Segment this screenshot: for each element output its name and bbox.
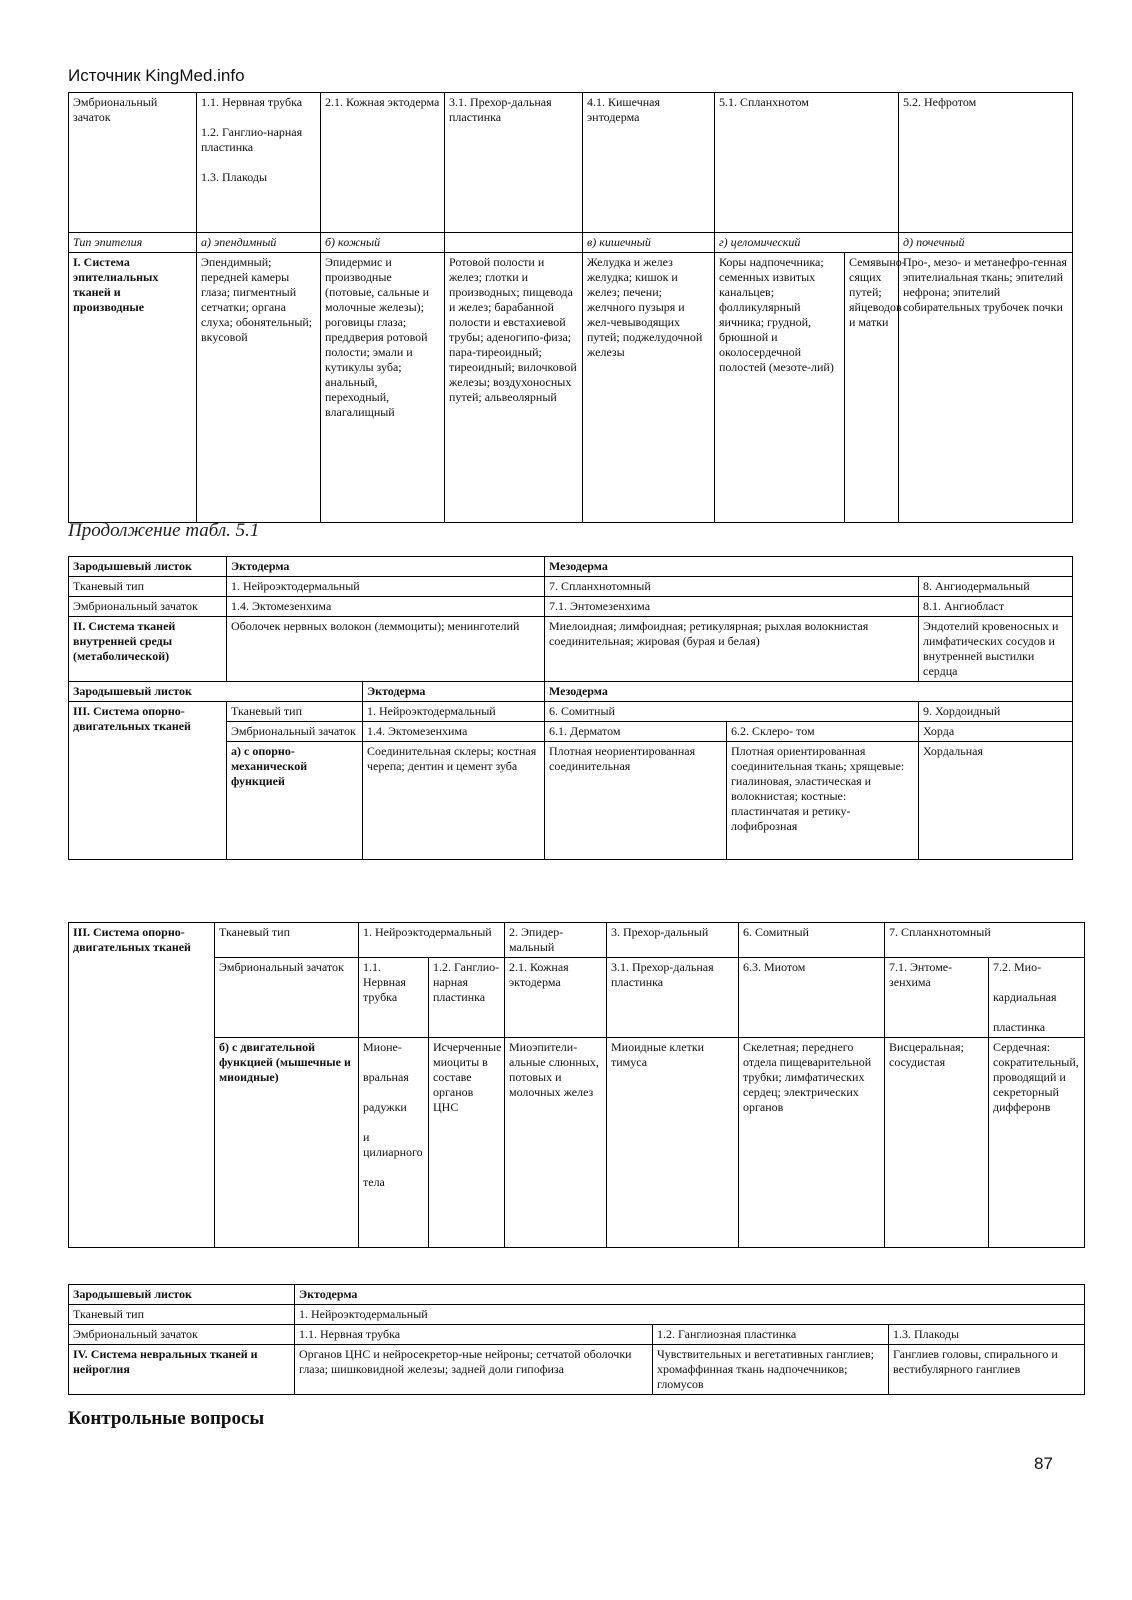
row-label: Эмбриональный зачаток bbox=[69, 93, 197, 233]
cell-tip: 7. Спланхнотомный bbox=[545, 577, 919, 597]
cell-zachatok: 2.1. Кожная эктодерма bbox=[321, 93, 445, 233]
row-label: Зародышевый листок bbox=[69, 682, 363, 702]
row-label: Эмбриональный зачаток bbox=[227, 722, 363, 742]
cell-content: Скелетная; переднего отдела пищеварительной трубки; лимфатических сердец; электрических органов bbox=[739, 1038, 885, 1248]
cell-content: Плотная неориентированная соединительная bbox=[545, 742, 727, 860]
cell-zachatok: 1.1. Нервная трубка bbox=[295, 1325, 653, 1345]
cell-content: Эндотелий кровеносных и лимфатических сосудов и внутренней выстилки сердца bbox=[919, 617, 1073, 682]
cell-tip: 1. Нейроэктодермальный bbox=[363, 702, 545, 722]
cell-tip bbox=[445, 233, 583, 253]
cell-tip: 6. Сомитный bbox=[545, 702, 919, 722]
page-number: 87 bbox=[1034, 1454, 1053, 1473]
cell-content: Хордальная bbox=[919, 742, 1073, 860]
cell-content: Оболочек нервных волокон (леммоциты); менинготелий bbox=[227, 617, 545, 682]
cell-zachatok: 6.1. Дерматом bbox=[545, 722, 727, 742]
system-label: II. Система тканей внутренней среды (метаболической) bbox=[69, 617, 227, 682]
row-label: Тканевый тип bbox=[69, 1305, 295, 1325]
cell-tip: 8. Ангиодермальный bbox=[919, 577, 1073, 597]
cell-content: Миоидные клетки тимуса bbox=[607, 1038, 739, 1248]
system-label: I. Система эпителиальных тканей и производные bbox=[69, 253, 197, 523]
cell-content: Соединительная склеры; костная черепа; дентин и цемент зуба bbox=[363, 742, 545, 860]
cell-zachatok: Хорда bbox=[919, 722, 1073, 742]
cell-tip: 9. Хордоидный bbox=[919, 702, 1073, 722]
table-neural bbox=[68, 1284, 1085, 1395]
cell-zachatok: 8.1. Ангиобласт bbox=[919, 597, 1073, 617]
row-label: б) с двигательной функцией (мышечные и миоидные) bbox=[215, 1038, 359, 1248]
cell-tip: 2. Эпидер-мальный bbox=[505, 923, 607, 958]
cell-zachatok: 7.1. Энтоме-зенхима bbox=[885, 958, 989, 1038]
cell-content: Плотная ориентированная соединительная ткань; хрящевые: гиалиновая, эластическая и волокнистая; костные: пластинчатая и ретику-лофиброзная bbox=[727, 742, 919, 860]
cell-layer: Мезодерма bbox=[545, 557, 1073, 577]
row-label: Эмбриональный зачаток bbox=[215, 958, 359, 1038]
cell-zachatok: 3.1. Прехор-дальная пластинка bbox=[607, 958, 739, 1038]
table-epithelial bbox=[68, 92, 1073, 523]
cell-layer: Мезодерма bbox=[545, 682, 1073, 702]
cell-tip: 3. Прехор-дальный bbox=[607, 923, 739, 958]
cell-zachatok: 1.3. Плакоды bbox=[889, 1325, 1085, 1345]
cell-content: Органов ЦНС и нейросекретор-ные нейроны; сетчатой оболочки глаза; шишковидной железы; задней доли гипофиза bbox=[295, 1345, 653, 1395]
cell-zachatok: 1.1. Нервная трубка bbox=[359, 958, 429, 1038]
table-muscle bbox=[68, 922, 1085, 1248]
cell-zachatok: 1.1. Нервная трубка 1.2. Ганглио-нарная пластинка 1.3. Плакоды bbox=[197, 93, 321, 233]
cell-zachatok: 4.1. Кишечная энтодерма bbox=[583, 93, 715, 233]
row-label: Эмбриональный зачаток bbox=[69, 597, 227, 617]
cell-tip: 1. Нейроэктодермальный bbox=[359, 923, 505, 958]
cell-zachatok: 6.3. Миотом bbox=[739, 958, 885, 1038]
cell-tip: г) целомический bbox=[715, 233, 899, 253]
cell-tip: д) почечный bbox=[899, 233, 1073, 253]
row-label: Тканевый тип bbox=[215, 923, 359, 958]
row-label: Тип эпителия bbox=[69, 233, 197, 253]
cell-tip: 1. Нейроэктодермальный bbox=[227, 577, 545, 597]
row-label: Тканевый тип bbox=[227, 702, 363, 722]
cell-tip: а) эпендимный bbox=[197, 233, 321, 253]
cell-zachatok: 3.1. Прехор-дальная пластинка bbox=[445, 93, 583, 233]
row-label: а) с опорно-механической функцией bbox=[227, 742, 363, 860]
row-label: Эмбриональный зачаток bbox=[69, 1325, 295, 1345]
cell-zachatok: 7.2. Мио- кардиальная пластинка bbox=[989, 958, 1085, 1038]
row-label: Зародышевый листок bbox=[69, 557, 227, 577]
cell-content: Мионе- вральная радужки и цилиарного тела bbox=[359, 1038, 429, 1248]
cell-content: Коры надпочечника; семенных извитых канальцев; фолликулярный яичника; грудной, брюшной и околосердечной полостей (мезоте-лий) bbox=[715, 253, 845, 523]
cell-tip: 1. Нейроэктодермальный bbox=[295, 1305, 1085, 1325]
cell-tip: 6. Сомитный bbox=[739, 923, 885, 958]
cell-zachatok: 6.2. Склеро- том bbox=[727, 722, 919, 742]
system-label: III. Система опорно-двигательных тканей bbox=[69, 702, 227, 860]
cell-zachatok: 5.1. Спланхнотом bbox=[715, 93, 899, 233]
section-heading: Контрольные вопросы bbox=[68, 1408, 265, 1429]
cell-zachatok: 2.1. Кожная эктодерма bbox=[505, 958, 607, 1038]
row-label: Зародышевый листок bbox=[69, 1285, 295, 1305]
system-label: IV. Система невральных тканей и нейроглия bbox=[69, 1345, 295, 1395]
cell-content: Семявыно-сящих путей; яйцеводов и матки bbox=[845, 253, 899, 523]
cell-tip: 7. Спланхнотомный bbox=[885, 923, 1085, 958]
cell-zachatok: 1.2. Ганглио-нарная пластинка bbox=[429, 958, 505, 1038]
cell-content: Сердечная: сократительный, проводящий и секреторный дифферонв bbox=[989, 1038, 1085, 1248]
cell-zachatok: 1.4. Эктомезенхима bbox=[363, 722, 545, 742]
cell-content: Чувствительных и вегетативных ганглиев; хромаффинная ткань надпочечников; гломусов bbox=[653, 1345, 889, 1395]
cell-zachatok: 1.4. Эктомезенхима bbox=[227, 597, 545, 617]
system-label: III. Система опорно-двигательных тканей bbox=[69, 923, 215, 1248]
cell-content: Ротовой полости и желез; глотки и производных; пищевода и желез; барабанной полости и евстахиевой трубы; аденогипо-физа; пара-тиреоидный; тиреоидный; вилочковой железы; воздухоносных путей; альвеолярный bbox=[445, 253, 583, 523]
table-caption: Продолжение табл. 5.1 bbox=[68, 520, 260, 541]
cell-content: Исчерченные миоциты в составе органов ЦНС bbox=[429, 1038, 505, 1248]
cell-content: Эпидермис и производные (потовые, сальные и молочные железы); роговицы глаза; преддверия ротовой полости; эмали и кутикулы зуба; анальный, переходный, влагалищный bbox=[321, 253, 445, 523]
cell-zachatok: 1.2. Ганглиозная пластинка bbox=[653, 1325, 889, 1345]
source-header: Источник KingMed.info bbox=[68, 66, 245, 85]
cell-content: Про-, мезо- и метанефро-генная эпителиальная ткань; эпителий нефрона; эпителий собирательных трубочек почки bbox=[899, 253, 1073, 523]
row-label: Тканевый тип bbox=[69, 577, 227, 597]
table-continuation bbox=[68, 556, 1073, 860]
cell-content: Миоэпители-альные слюнных, потовых и молочных желез bbox=[505, 1038, 607, 1248]
cell-content: Висцеральная; сосудистая bbox=[885, 1038, 989, 1248]
cell-content: Эпендимный; передней камеры глаза; пигментный сетчатки; органа слуха; обонятельный; вкусовой bbox=[197, 253, 321, 523]
cell-content: Ганглиев головы, спирального и вестибулярного ганглиев bbox=[889, 1345, 1085, 1395]
cell-zachatok: 5.2. Нефротом bbox=[899, 93, 1073, 233]
cell-tip: б) кожный bbox=[321, 233, 445, 253]
cell-layer: Эктодерма bbox=[363, 682, 545, 702]
cell-content: Желудка и желез желудка; кишок и желез; печени; желчного пузыря и жел-чевыводящих путей; поджелудочной железы bbox=[583, 253, 715, 523]
cell-layer: Эктодерма bbox=[227, 557, 545, 577]
cell-layer: Эктодерма bbox=[295, 1285, 1085, 1305]
cell-content: Миелоидная; лимфоидная; ретикулярная; рыхлая волокнистая соединительная; жировая (бурая и белая) bbox=[545, 617, 919, 682]
cell-tip: в) кишечный bbox=[583, 233, 715, 253]
cell-zachatok: 7.1. Энтомезенхима bbox=[545, 597, 919, 617]
